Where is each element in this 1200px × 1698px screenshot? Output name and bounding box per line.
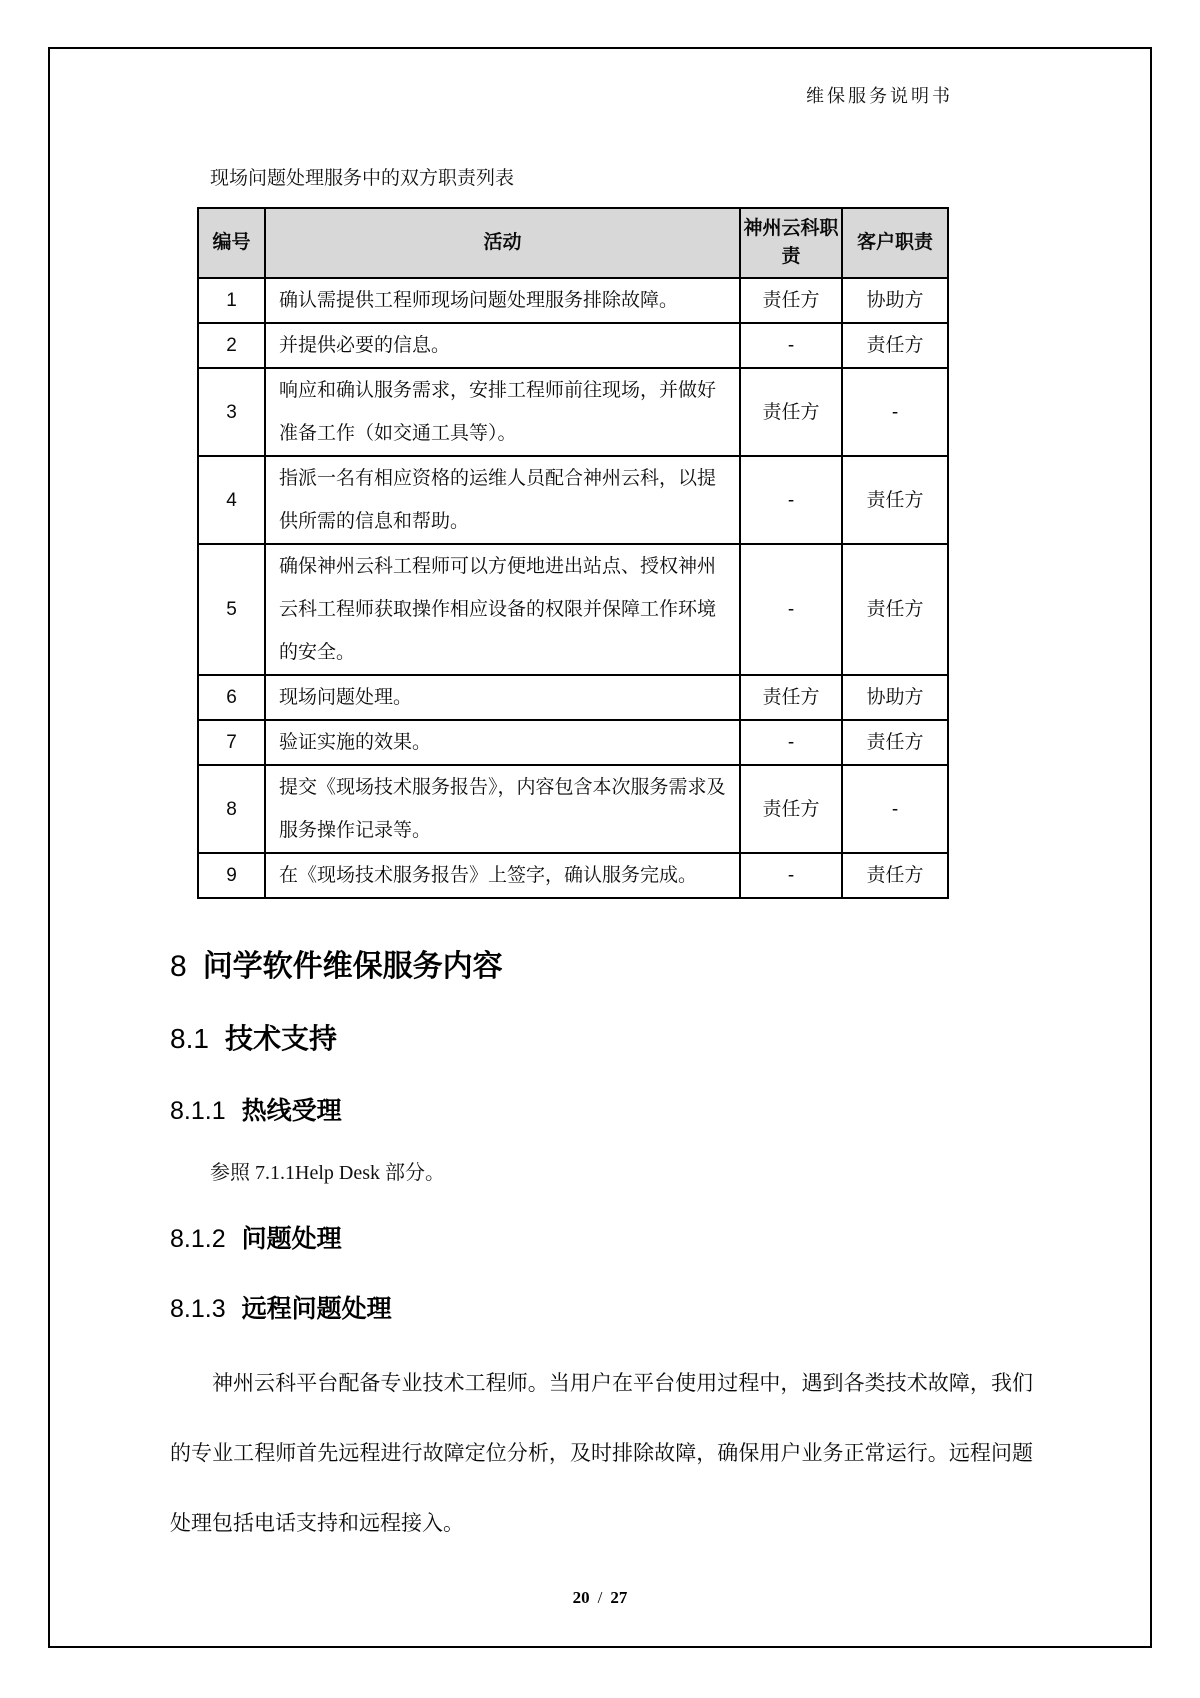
row-customer-role: 责任方 [842, 456, 948, 544]
row-activity: 在《现场技术服务报告》上签字，确认服务完成。 [265, 853, 740, 898]
column-header-activity: 活动 [265, 208, 740, 278]
table-header [198, 208, 948, 278]
table-header-row [198, 208, 948, 278]
row-activity: 确保神州云科工程师可以方便地进出站点、授权神州云科工程师获取操作相应设备的权限并保障工作环境的安全。 [265, 544, 740, 675]
row-customer-role: 责任方 [842, 544, 948, 675]
column-header-number: 编号 [198, 208, 265, 278]
table-row [198, 675, 948, 720]
row-number: 9 [198, 853, 265, 898]
table-row [198, 720, 948, 765]
heading-section-8-1-1 [170, 1093, 1033, 1129]
table-body [198, 278, 948, 898]
page-border-frame [48, 47, 1152, 1648]
heading-title: 热线受理 [241, 1097, 342, 1125]
heading-title: 远程问题处理 [241, 1295, 392, 1323]
page-footer [50, 1588, 1150, 1608]
heading-title: 问学软件维保服务内容 [202, 950, 503, 983]
row-number: 3 [198, 368, 265, 456]
heading-number: 8.1.3 [170, 1295, 226, 1323]
row-customer-role: 责任方 [842, 323, 948, 368]
row-activity: 响应和确认服务需求，安排工程师前往现场，并做好准备工作（如交通工具等）。 [265, 368, 740, 456]
table-row [198, 765, 948, 853]
row-customer-role: - [842, 765, 948, 853]
table-row [198, 278, 948, 323]
row-vendor-role: 责任方 [740, 368, 842, 456]
row-number: 2 [198, 323, 265, 368]
footer-separator: / [597, 1588, 603, 1607]
row-activity: 验证实施的效果。 [265, 720, 740, 765]
table-row [198, 323, 948, 368]
row-number: 4 [198, 456, 265, 544]
heading-title: 技术支持 [224, 1023, 337, 1054]
row-customer-role: 协助方 [842, 675, 948, 720]
row-vendor-role: 责任方 [740, 675, 842, 720]
table-row [198, 368, 948, 456]
row-number: 6 [198, 675, 265, 720]
heading-section-8-1 [170, 1019, 1033, 1059]
row-customer-role: 责任方 [842, 720, 948, 765]
row-activity: 提交《现场技术服务报告》，内容包含本次服务需求及服务操作记录等。 [265, 765, 740, 853]
row-number: 8 [198, 765, 265, 853]
row-activity: 现场问题处理。 [265, 675, 740, 720]
row-activity: 并提供必要的信息。 [265, 323, 740, 368]
heading-number: 8 [170, 950, 187, 983]
body-paragraph: 神州云科平台配备专业技术工程师。当用户在平台使用过程中，遇到各类技术故障，我们的专业工程师首先远程进行故障定位分析，及时排除故障，确保用户业务正常运行。远程问题处理包括电话支持和远程接入。 [170, 1372, 1033, 1535]
row-customer-role: - [842, 368, 948, 456]
row-vendor-role: 责任方 [740, 278, 842, 323]
table-caption: 现场问题处理服务中的双方职责列表 [210, 168, 515, 189]
table-row [198, 853, 948, 898]
row-vendor-role: - [740, 456, 842, 544]
row-vendor-role: - [740, 720, 842, 765]
header-title: 维保服务说明书 [806, 86, 953, 106]
row-vendor-role: - [740, 323, 842, 368]
column-header-customer-role: 客户职责 [842, 208, 948, 278]
row-customer-role: 协助方 [842, 278, 948, 323]
heading-title: 问题处理 [241, 1225, 342, 1253]
row-customer-role: 责任方 [842, 853, 948, 898]
page-header [170, 82, 1033, 108]
row-activity: 指派一名有相应资格的运维人员配合神州云科，以提供所需的信息和帮助。 [265, 456, 740, 544]
table-row [198, 456, 948, 544]
heading-section-8-1-2 [170, 1221, 1033, 1257]
reference-paragraph: 参照 7.1.1Help Desk 部分。 [210, 1162, 445, 1184]
responsibility-table [197, 207, 949, 899]
footer-total-pages: 27 [610, 1588, 628, 1607]
row-number: 1 [198, 278, 265, 323]
heading-section-8 [170, 945, 1033, 989]
heading-section-8-1-3 [170, 1291, 1033, 1327]
heading-number: 8.1.2 [170, 1225, 226, 1253]
heading-number: 8.1.1 [170, 1097, 226, 1125]
row-activity: 确认需提供工程师现场问题处理服务排除故障。 [265, 278, 740, 323]
row-number: 5 [198, 544, 265, 675]
row-vendor-role: - [740, 853, 842, 898]
heading-number: 8.1 [170, 1023, 209, 1054]
row-vendor-role: 责任方 [740, 765, 842, 853]
table-row [198, 544, 948, 675]
column-header-vendor-role: 神州云科职责 [740, 208, 842, 278]
row-number: 7 [198, 720, 265, 765]
row-vendor-role: - [740, 544, 842, 675]
footer-current-page: 20 [572, 1588, 590, 1607]
